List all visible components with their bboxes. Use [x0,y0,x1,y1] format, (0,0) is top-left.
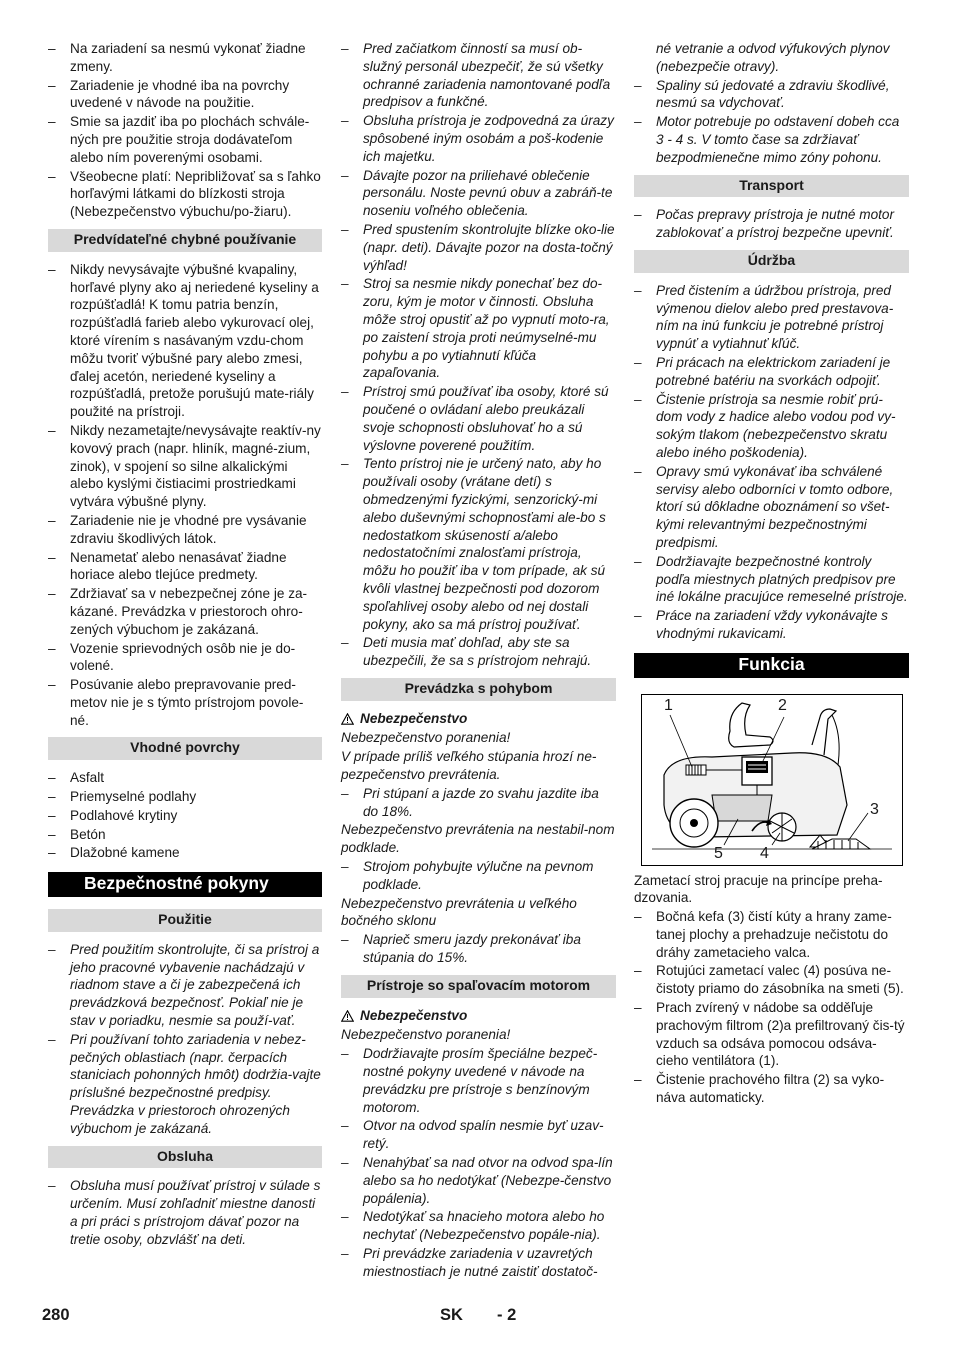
list-item: – Všeobecne platí: Nepribližovať sa s ľahko horľavými látkami do blízkosti stroja (Nebezpečenstvo výbuchu/po-žiaru). [48,168,322,221]
paragraph: né vetranie a odvod výfukových plynov (nebezpečie otravy). [656,41,890,74]
list-item: – Pred začiatkom činností sa musí ob-služný personál ubezpečiť, že sú všetky ochranné zariadenia namontované podľa predpisov a funkčné. [341,40,616,111]
list-item: – Opravy smú vykonávať iba schválené servisy alebo odborníci v tomto odbore, ktorí sú dôkladne oboznámení so všet-kými relevantnými bezpečnostnými predpismi. [634,463,909,552]
sweeper-machine-drawing [642,695,902,865]
warning-triangle-icon [341,1010,354,1022]
list-item: – Nikdy nezametajte/nevysávajte reaktív-ny kovový prach (napr. hliník, magné-zium, zinok), v spojení so silne alkalickými alebo kyslými čistiacimi prostriedkami vytvára výbušné plyny. [48,422,322,511]
safety-heading: Bezpečnostné pokyny [48,872,322,897]
list-item: – Priemyselné podlahy [48,788,322,806]
list-item: – Nedotýkať sa hnacieho motora alebo ho nechytať (Nebezpečenstvo popále-nia). [341,1208,616,1244]
motion-list [341,785,616,821]
maintenance-list [634,282,909,643]
intended-use-list [48,40,322,221]
danger-label: Nebezpečenstvo [360,1007,468,1023]
transport-heading: Transport [634,175,909,198]
list-item: – Rotujúci zametací valec (4) posúva ne-čistoty priamo do zásobníka na smeti (5). [634,962,909,998]
column-1 [48,40,322,1250]
page-number: 280 [42,1306,70,1324]
list-item: – Otvor na odvod spalín nesmie byť uzav-retý. [341,1117,616,1153]
engine-list-continued [634,77,909,167]
paragraph: Nebezpečenstvo prevrátenia na nestabil-nom podklade. [341,822,615,856]
list-item: – Nenahýbať sa nad otvor na odvod spa-lín alebo sa ho nedotýkať (Nebezpe-čenstvo popálenia). [341,1154,616,1207]
list-item: – Počas prepravy prístroja je nutné motor zablokovať a prístroj bezpečne upevniť. [634,206,909,242]
list-item: – Prach zvírený v nádobe sa odděľuje prachovým filtrom (2)a prefiltrovaný čis-tý vzduch sa odsáva pomocou odsáva-cieho ventilátora (1). [634,999,909,1070]
list-item: – Zariadenie je vhodné iba na povrchy uvedené v návode na použitie. [48,77,322,113]
transport-list [634,206,909,242]
list-item: – Dodržiavajte bezpečnostné kontroly podľa miestnych platných predpisov pre iné lokálne pracujúce remeselné prístroje. [634,553,909,606]
paragraph: Zametací stroj pracuje na princípe preha-dzovania. [634,872,883,906]
list-item: – Tento prístroj nie je určený nato, aby ho používali osoby (vrátane detí) s obmedzenými fyzickými, senzorický-mi alebo duševnými schopnosťami ale-bo s nedostatkom skúseností a/alebo nedostatočními znalosťami prístroja, môžu ho použiť iba v tom prípade, ak sú kvôli vlastnej bezpečnosti pod dozorom spoľahlivej osoby alebo od nej dostali pokyny, ako sa má prístroj používať. [341,455,616,633]
list-item: – Spaliny sú jedovaté a zdraviu škodlivé, nesmú sa vdychovať. [634,77,909,113]
list-item: – Dlažobné kamene [48,844,322,862]
operation-heading: Obsluha [48,1146,322,1169]
list-item: – Smie sa jazdiť iba po plochách schvále-ných pre použitie stroja dodávateľom alebo ním poverenými osobami. [48,113,322,166]
paragraph: Nebezpečenstvo prevrátenia u veľkého bočného sklonu [341,895,577,929]
misuse-heading: Predvídateľné chybné používanie [48,229,322,252]
paragraph: Nebezpečenstvo poranenia! [341,730,511,746]
list-item: – Pri používaní tohto zariadenia v nebez-pečných oblastiach (napr. čerpacích staniciach pohonných hmôt) dodržia-vajte príslušné bezpečnostné predpisy. Prevádzka v priestoroch ohrozených výbuchom je zakázaná. [48,1031,322,1138]
engine-list [341,1045,616,1280]
list-item: – Podlahové krytiny [48,807,322,825]
language-code: SK [440,1306,463,1324]
list-item: – Pri prevádzke zariadenia v uzavretých miestnostiach je nutné zaistiť dostatoč- [341,1245,616,1281]
list-item: – Naprieč smeru jazdy prekonávať iba stúpania do 15%. [341,931,616,967]
danger-label: Nebezpečenstvo [360,710,468,726]
list-item: – Posúvanie alebo prepravovanie pred-metov nie je s týmto prístrojom povole-né. [48,676,322,729]
motion-list [341,858,616,894]
list-item: – Vozenie sprievodných osôb nie je do-volené. [48,640,322,676]
callout-5: 5 [714,844,723,862]
list-item: – Motor potrebuje po odstavení dobeh cca 3 - 4 s. V tomto čase sa zdržiavať bezpodmienečne mimo zóny pohonu. [634,113,909,166]
warning-triangle-icon [341,713,354,725]
paragraph: V prípade príliš veľkého stúpania hrozí ne-pezpečenstvo prevrátenia. [341,749,597,783]
column-3 [634,40,909,1108]
list-item: – Prístroj smú používať iba osoby, ktoré sú poučené o ovládaní alebo preukázali svoje schopnosti obsluhovať ho a sú výslovne poverené použitím. [341,383,616,454]
list-item: – Čistenie prachového filtra (2) sa vyko-náva automaticky. [634,1071,909,1107]
list-item: – Práce na zariadení vždy vykonávajte s vhodnými rukavicami. [634,607,909,643]
list-item: – Pri prácach na elektrickom zariadení je potrebné batériu na svorkách odpojiť. [634,354,909,390]
sweeper-diagram [641,694,903,866]
list-item: – Asfalt [48,769,322,787]
list-item: – Zdržiavať sa v nebezpečnej zóne je za-kázané. Prevádzka v priestoroch ohro-zených výbuchom je zakázaná. [48,585,322,638]
engine-heading: Prístroje so spaľovacím motorom [341,975,616,998]
list-item: – Dávajte pozor na priliehavé oblečenie personálu. Noste pevnú obuv a zabráň-te noseniu voľného oblečenia. [341,167,616,220]
paragraph: Nebezpečenstvo poranenia! [341,1027,511,1043]
list-item: – Pred čistením a údržbou prístroja, pred výmenou dielov alebo pred prestavova-ním na inú funkciu je potrebné prístroj vypnúť a vytiahnuť kľúč. [634,282,909,353]
callout-3: 3 [870,800,879,818]
function-heading: Funkcia [634,653,909,678]
danger-warning [341,710,616,728]
misuse-list [48,261,322,730]
maintenance-heading: Údržba [634,250,909,273]
list-item: – Na zariadení sa nesmú vykonať žiadne zmeny. [48,40,322,76]
operation-list-continued [341,40,616,670]
list-item: – Stroj sa nesmie nikdy ponechať bez do-zoru, kým je motor v činnosti. Obsluha môže stroj opustiť až po vypnutí moto-ra, po zaistení stroja proti neúmyselné-mu pohybu a po vytiahnutí kľúča zapaľovania. [341,275,616,382]
function-list [634,908,909,1107]
use-heading: Použitie [48,909,322,932]
motion-heading: Prevádzka s pohybom [341,678,616,701]
list-item: – Pred spustením skontrolujte blízke oko-lie (napr. deti). Dávajte pozor na dosta-točný výhľad! [341,221,616,274]
danger-warning [341,1007,616,1025]
motion-list [341,931,616,967]
list-item: – Betón [48,826,322,844]
callout-1: 1 [664,696,673,714]
list-item: – Deti musia mať dohľad, aby ste sa ubezpečili, že sa s prístrojom nehrajú. [341,634,616,670]
column-2 [341,40,616,1282]
callout-2: 2 [778,696,787,714]
list-item: – Obsluha prístroja je zodpovedná za úrazy spôsobené iným osobám a poš-kodenie ich majetku. [341,112,616,165]
list-item: – Strojom pohybujte výlučne na pevnom podklade. [341,858,616,894]
list-item: – Pri stúpaní a jazde zo svahu jazdite iba do 18%. [341,785,616,821]
section-number: - 2 [497,1306,517,1324]
list-item: – Obsluha musí používať prístroj v súlade s určením. Musí zohľadniť miestne danosti a pri práci s prístrojom dávať pozor na tretie osoby, obzvlášť na deti. [48,1177,322,1248]
list-item: – Dodržiavajte prosím špeciálne bezpeč-nostné pokyny uvedené v návode na prevádzku pre prístroje s benzínovým motorom. [341,1045,616,1116]
surfaces-list [48,769,322,862]
use-list [48,941,322,1138]
surfaces-heading: Vhodné povrchy [48,737,322,760]
operation-list [48,1177,322,1248]
list-item: – Nikdy nevysávajte výbušné kvapaliny, horľavé plyny ako aj neriedené kyseliny a rozpúšťadlá! K tomu patria benzín, rozpúšťadlá farieb alebo vykurovací olej, ktoré vírením s nasávaným vzdu-chom môžu tvoriť výbušné pary alebo zmesi, ďalej acetón, neriedené kyseliny a rozpúšťadlá, pretože porušujú mate-riály použité na prístroji. [48,261,322,421]
list-item: – Nenametať alebo nenasávať žiadne horiace alebo tlejúce predmety. [48,549,322,585]
list-item: – Pred použitím skontrolujte, či sa prístroj a jeho pracovné vybavenie nachádzajú v riadnom stave a či je zabezpečená ich prevádzková bezpečnosť. Pokiaľ nie je stav v poriadku, nesmie sa použí-vať. [48,941,322,1030]
list-item: – Bočná kefa (3) čistí kúty a hrany zame-tanej plochy a prehadzuje nečistotu do dráhy zametacieho valca. [634,908,909,961]
list-item: – Čistenie prístroja sa nesmie robiť prú-dom vody z hadice alebo vodou pod vy-sokým tlakom (nebezpečenstvo skratu alebo iného poškodenia). [634,391,909,462]
list-item: – Zariadenie nie je vhodné pre vysávanie zdraviu škodlivých látok. [48,512,322,548]
callout-4: 4 [760,844,769,862]
